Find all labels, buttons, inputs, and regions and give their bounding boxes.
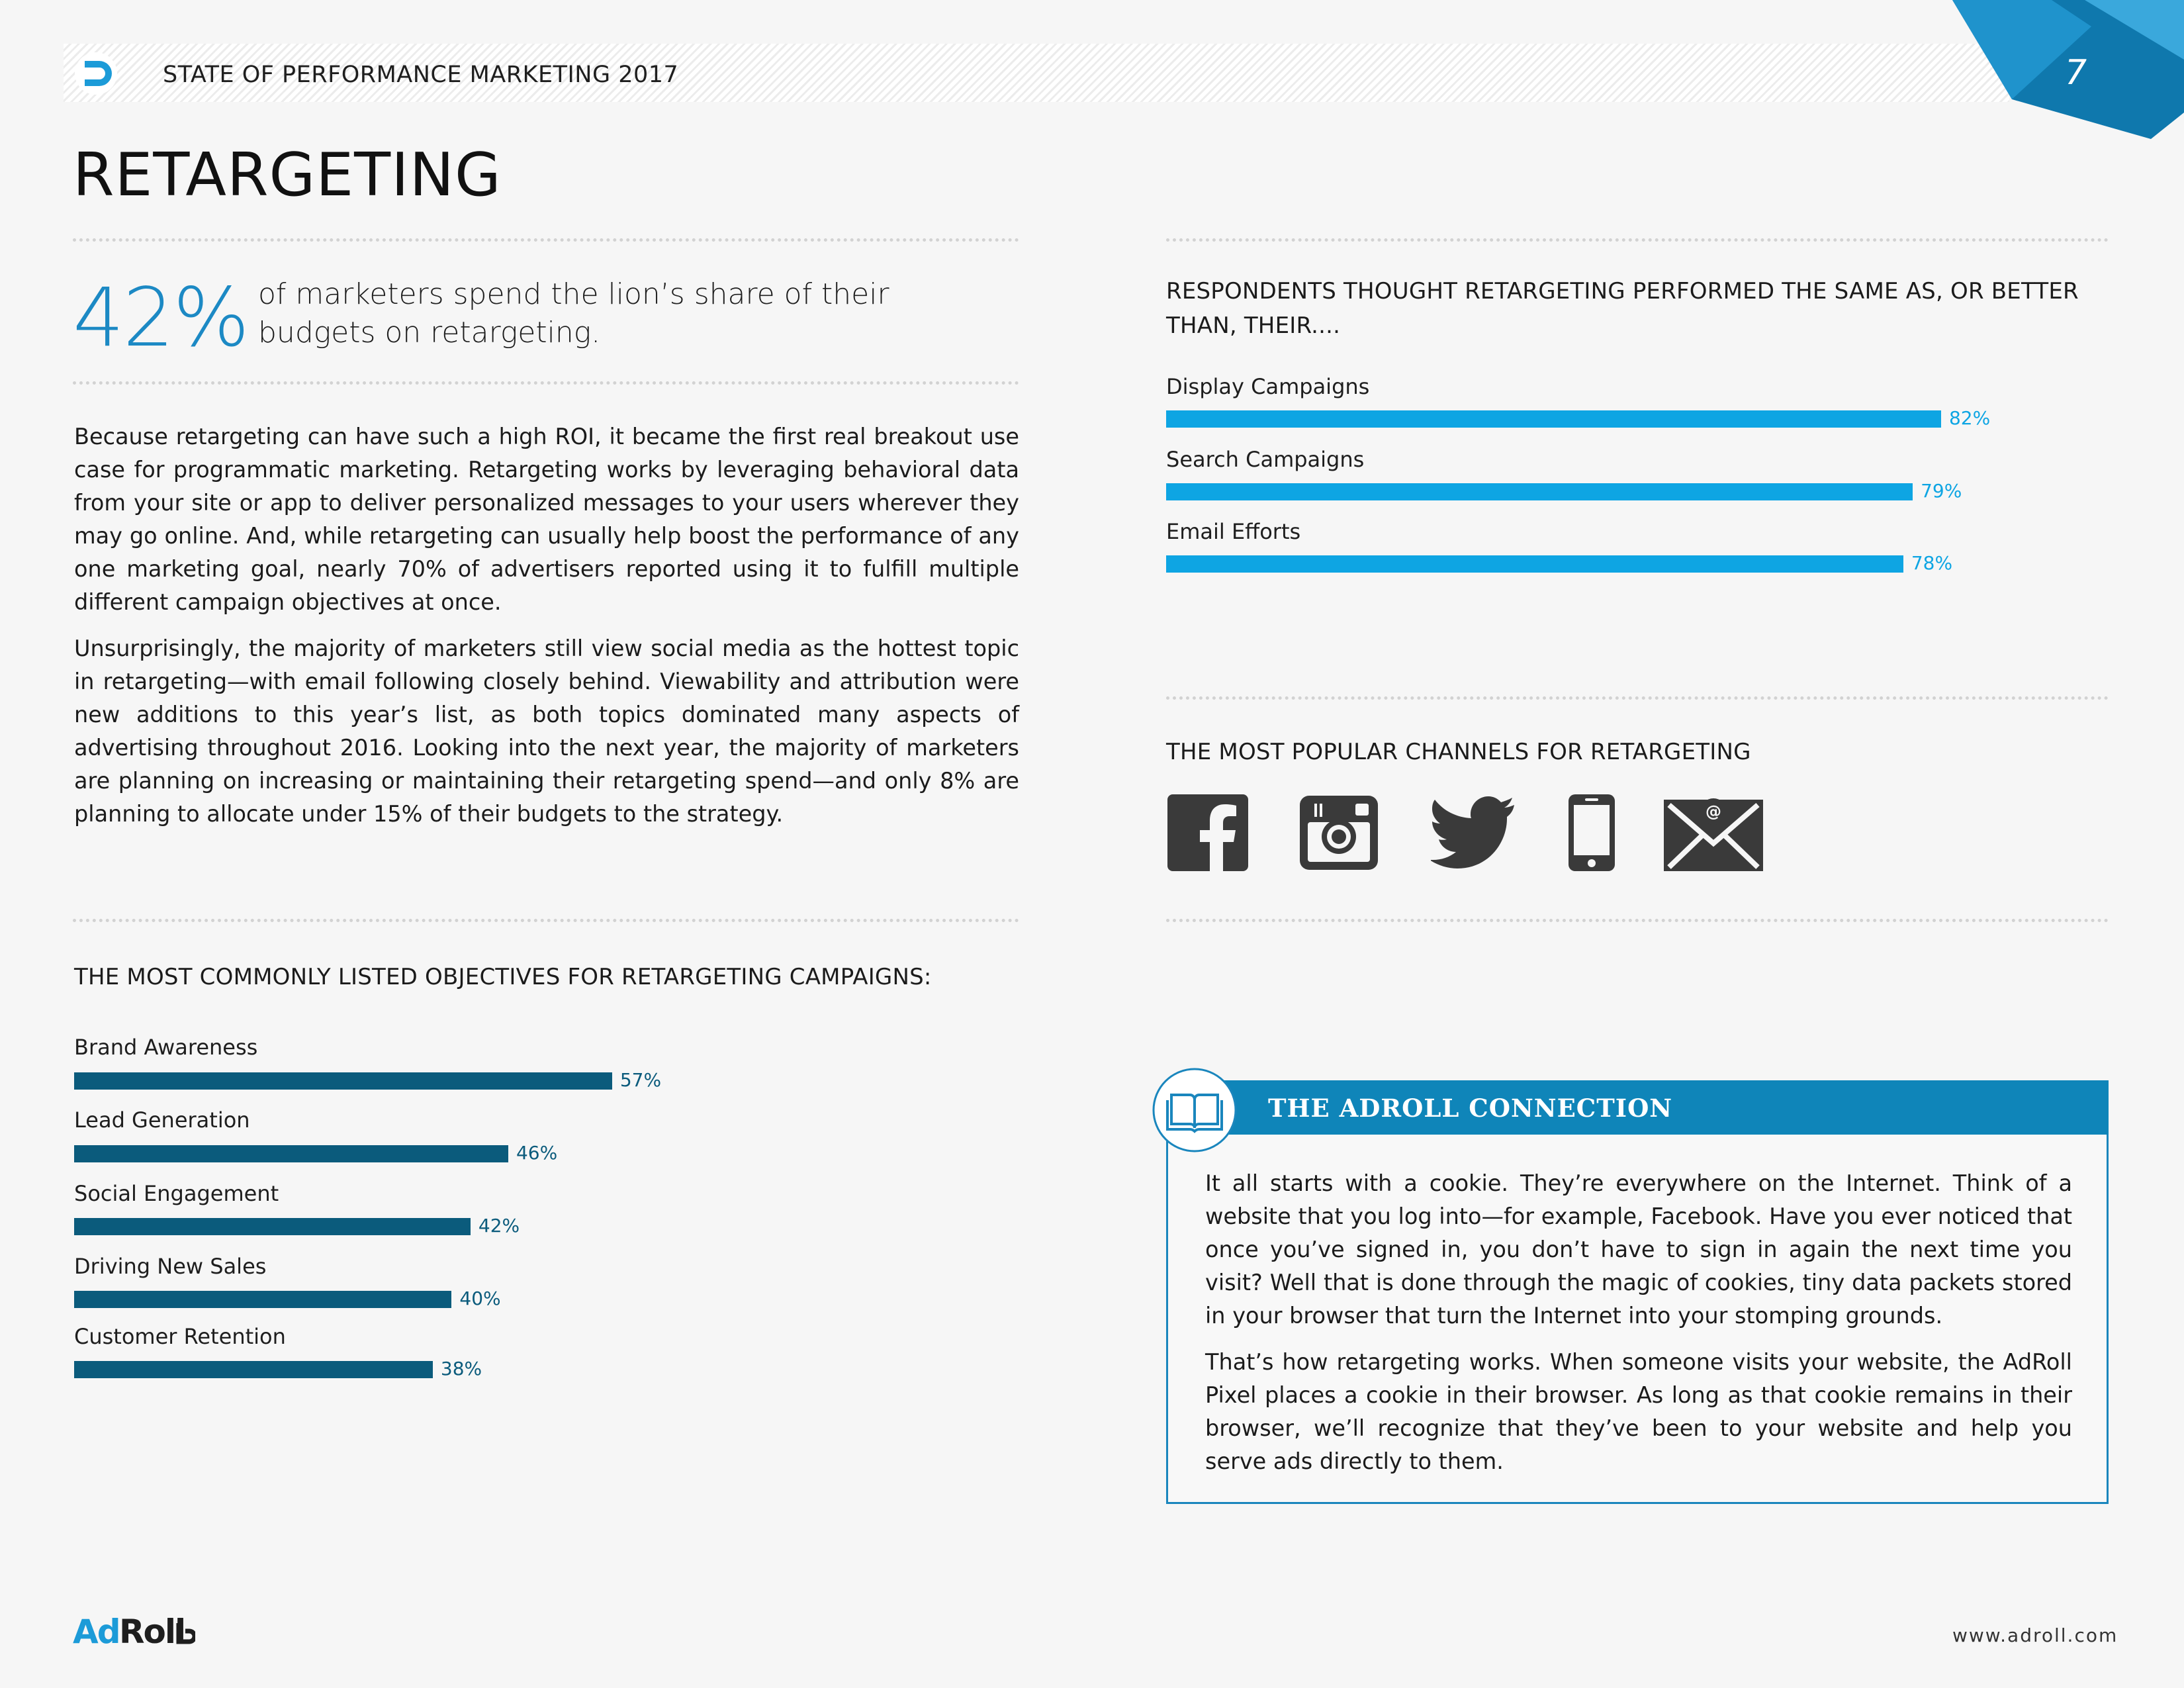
bar xyxy=(1166,483,1913,500)
email-icon xyxy=(1664,794,1763,871)
document-title: STATE OF PERFORMANCE MARKETING 2017 xyxy=(163,62,679,88)
bar-label: Social Engagement xyxy=(74,1181,279,1206)
bar-label: Lead Generation xyxy=(74,1107,250,1133)
stat-text: of marketers spend the lion’s share of their budgets on retargeting. xyxy=(258,277,889,350)
bar xyxy=(1166,410,1941,428)
body-paragraph-2: Unsurprisingly, the majority of marketers still view social media as the hottest topic in retargeting—with email following closely behind. Viewability and attribution were new additions to this year’s list, as both topics dominated many aspects of advertising throughout 2016. Looking into the next year, the majority of marketers are planning on increasing or maintaining their retargeting spend—and only 8% are planning to allocate under 15% of their budgets to the strategy. xyxy=(74,635,1019,827)
bar-value-label: 79% xyxy=(1921,480,1962,502)
bar-label: Search Campaigns xyxy=(1166,447,1365,472)
body-paragraph-1: Because retargeting can have such a high ROI, it became the first real breakout use case for programmatic marketing. Retargeting works by leveraging behavioral data from your site or app to deliver personalized messages to your users wherever they may go online. And, while retargeting can usually help boost the performance of any one marketing goal, nearly 70% of advertisers reported using it to fulfill multiple different campaign objectives at once. xyxy=(74,424,1019,615)
mobile-phone-icon xyxy=(1569,794,1615,871)
bar-label: Customer Retention xyxy=(74,1324,286,1349)
bar-value-label: 78% xyxy=(1911,552,1953,574)
svg-text:Roll: Roll xyxy=(119,1613,185,1650)
bar xyxy=(1166,555,1903,573)
divider xyxy=(73,238,1019,242)
page-heading: RETARGETING xyxy=(73,140,502,210)
bar-value-label: 57% xyxy=(619,1069,662,1091)
bar-value-label: 82% xyxy=(1948,407,1991,429)
adroll-logo-icon xyxy=(74,52,127,95)
objectives-chart-title: THE MOST COMMONLY LISTED OBJECTIVES FOR RETARGETING CAMPAIGNS: xyxy=(74,964,932,990)
stat-value: 42% xyxy=(73,271,249,365)
bar-value-label: 38% xyxy=(440,1358,482,1380)
bar-value-label: 46% xyxy=(516,1142,558,1164)
adroll-footer-logo xyxy=(73,1613,195,1650)
divider xyxy=(73,919,1019,922)
svg-text:@: @ xyxy=(1706,802,1721,821)
bar-value-label: 40% xyxy=(459,1288,501,1309)
instagram-icon xyxy=(1298,794,1379,871)
channels-title: THE MOST POPULAR CHANNELS FOR RETARGETING xyxy=(1166,739,1751,765)
bar xyxy=(74,1218,471,1235)
divider xyxy=(1166,919,2109,922)
adroll-connection-title: THE ADROLL CONNECTION xyxy=(1268,1094,1673,1123)
twitter-icon xyxy=(1431,796,1516,870)
bar-label: Display Campaigns xyxy=(1166,374,1370,399)
divider xyxy=(1166,696,2109,700)
performance-chart-title: RESPONDENTS THOUGHT RETARGETING PERFORMED THE SAME AS, OR BETTER THAN, THEIR.... xyxy=(1166,278,2079,339)
connection-paragraph-1: It all starts with a cookie. They’re everywhere on the Internet. Think of a website that you log into—for example, Facebook. Have you ever noticed that once you’ve signed in, you don’t have to sign in again the next time you visit? Well that is done through the magic of cookies, tiny data packets stored in your browser that turn the Internet into your stomping grounds. xyxy=(1205,1170,2072,1329)
bar-value-label: 42% xyxy=(478,1215,520,1237)
bar xyxy=(74,1072,612,1090)
divider xyxy=(1166,238,2109,242)
bar-label: Brand Awareness xyxy=(74,1035,258,1060)
book-icon xyxy=(1152,1067,1238,1153)
bar xyxy=(74,1361,433,1378)
bar xyxy=(74,1145,508,1162)
svg-text:Ad: Ad xyxy=(73,1613,120,1650)
connection-paragraph-2: That’s how retargeting works. When someone visits your website, the AdRoll Pixel places a cookie in their browser. As long as that cookie remains in their browser, we’ll recognize that they’ve been to your website and help you serve ads directly to them. xyxy=(1205,1349,2072,1474)
footer-url[interactable]: www.adroll.com xyxy=(1952,1624,2118,1646)
bar-label: Driving New Sales xyxy=(74,1254,267,1279)
page-number: 7 xyxy=(2065,53,2087,93)
bar xyxy=(74,1291,451,1308)
bar-label: Email Efforts xyxy=(1166,519,1301,544)
divider xyxy=(73,381,1019,385)
facebook-icon xyxy=(1167,794,1248,871)
